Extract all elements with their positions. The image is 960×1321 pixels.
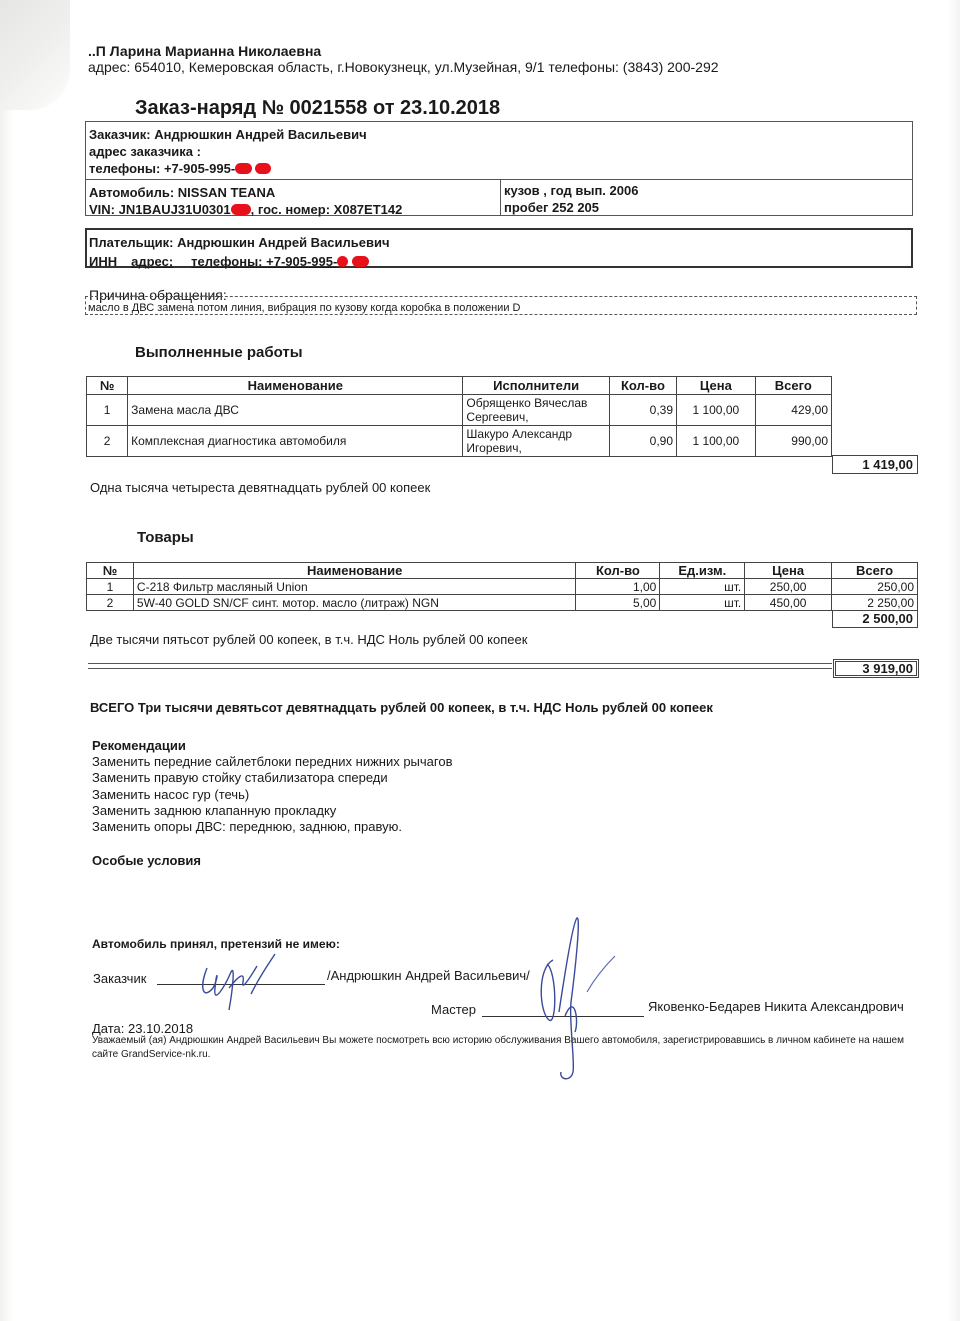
company-address: адрес: 654010, Кемеровская область, г.Новокузнецк, ул.Музейная, 9/1 телефоны: (3843) 200-292 (88, 59, 719, 75)
col-total: Всего (755, 377, 831, 395)
recommendations-title: Рекомендации (92, 738, 186, 753)
document-date: Дата: 23.10.2018 (92, 1021, 194, 1036)
recommendation-item: Заменить насос гур (течь) (92, 787, 250, 802)
customer-row (86, 122, 912, 180)
reason-text: масло в ДВС замена потом линия, вибрация по кузову когда коробка в положении D (88, 302, 521, 314)
car-body-year: кузов , год вып. 2006 (504, 183, 639, 198)
col-name: Наименование (133, 563, 576, 579)
redaction-mark (337, 256, 348, 267)
works-sum: 1 419,00 (832, 455, 918, 474)
folded-paper-corner (0, 0, 70, 110)
scan-edge-right (948, 0, 960, 1321)
col-num: № (87, 377, 128, 395)
grand-total-value: 3 919,00 (833, 659, 919, 678)
col-unit: Ед.изм. (660, 563, 745, 579)
col-price: Цена (677, 377, 756, 395)
master-signature-name: Яковенко-Бедарев Никита Александрович (648, 999, 904, 1014)
customer-phone: телефоны: +7-905-995- (89, 161, 271, 176)
table-row: 1 С-218 Фильтр масляный Union 1,00 шт. 250,00 250,00 (87, 579, 918, 595)
col-price: Цена (745, 563, 832, 579)
reason-label: Причина обращения: (89, 287, 227, 303)
customer-signature-name: /Андрюшкин Андрей Васильевич/ (327, 968, 530, 983)
document-title: Заказ-наряд № 0021558 от 23.10.2018 (135, 97, 501, 119)
special-conditions-title: Особые условия (92, 853, 201, 868)
col-qty: Кол-во (576, 563, 660, 579)
grand-total-divider (88, 663, 832, 669)
master-signature-label: Мастер (431, 1002, 476, 1017)
goods-sum: 2 500,00 (832, 610, 918, 628)
recommendation-item: Заменить передние сайлетблоки передних нижних рычагов (92, 754, 453, 769)
company-name: ..П Ларина Марианна Николаевна (88, 43, 322, 59)
car-model: Автомобиль: NISSAN TEANA (89, 185, 276, 200)
redaction-mark (231, 204, 251, 215)
payer-name: Плательщик: Андрюшкин Андрей Васильевич (89, 235, 390, 250)
car-mileage: пробег 252 205 (504, 200, 600, 215)
grand-total-words: ВСЕГО Три тысячи девятьсот девятнадцать рублей 00 копеек, в т.ч. НДС Ноль рублей 00 копеек (90, 700, 713, 715)
recommendation-item: Заменить заднюю клапанную прокладку (92, 803, 337, 818)
scan-edge-left (0, 110, 14, 1321)
col-num: № (87, 563, 134, 579)
goods-header-row (87, 563, 918, 579)
col-total: Всего (832, 563, 918, 579)
customer-signature-icon (195, 948, 285, 1018)
redaction-mark (352, 256, 369, 267)
recommendation-item: Заменить опоры ДВС: переднюю, заднюю, правую. (92, 819, 402, 834)
car-vin: VIN: JN1BAUJ31U0301 , гос. номер: X087ET142 (89, 202, 403, 217)
table-row: 2 5W-40 GOLD SN/CF синт. мотор. масло (литраж) NGN 5,00 шт. 450,00 2 250,00 (87, 595, 918, 611)
goods-sum-words: Две тысячи пятьсот рублей 00 копеек, в т.ч. НДС Ноль рублей 00 копеек (90, 632, 528, 647)
customer-name: Заказчик: Андрюшкин Андрей Васильевич (89, 127, 367, 142)
column-divider (500, 180, 501, 216)
acceptance-statement: Автомобиль принял, претензий не имею: (92, 937, 340, 951)
works-table (86, 376, 832, 457)
customer-address: адрес заказчика : (89, 144, 201, 159)
works-section-title: Выполненные работы (135, 344, 303, 361)
works-header-row (87, 377, 832, 395)
table-row: 2 Комплексная диагностика автомобиля Шакуро Александр Игоревич, 0,90 1 100,00 990,00 (87, 426, 832, 457)
customer-signature-label: Заказчик (93, 971, 147, 986)
redaction-mark (235, 163, 252, 174)
col-name: Наименование (128, 377, 463, 395)
col-qty: Кол-во (609, 377, 676, 395)
col-performers: Исполнители (463, 377, 609, 395)
payer-info-box (85, 228, 913, 268)
goods-table (86, 562, 918, 611)
goods-section-title: Товары (137, 529, 194, 546)
works-sum-words: Одна тысяча четыреста девятнадцать рублей 00 копеек (90, 480, 431, 495)
table-row: 1 Замена масла ДВС Обрященко Вячеслав Сергеевич, 0,39 1 100,00 429,00 (87, 395, 832, 426)
service-notice: Уважаемый (ая) Андрюшкин Андрей Васильевич Вы можете посмотреть всю историю обслуживания Вашего автомобиля, зарегистрировавшись в личном кабинете на нашем сайте GrandService-nk.ru. (92, 1035, 904, 1060)
redaction-mark (255, 163, 271, 174)
customer-info-box (85, 121, 913, 216)
recommendation-item: Заменить правую стойку стабилизатора спереди (92, 770, 388, 785)
payer-details: ИНН адрес: телефоны: +7-905-995- (89, 254, 369, 269)
